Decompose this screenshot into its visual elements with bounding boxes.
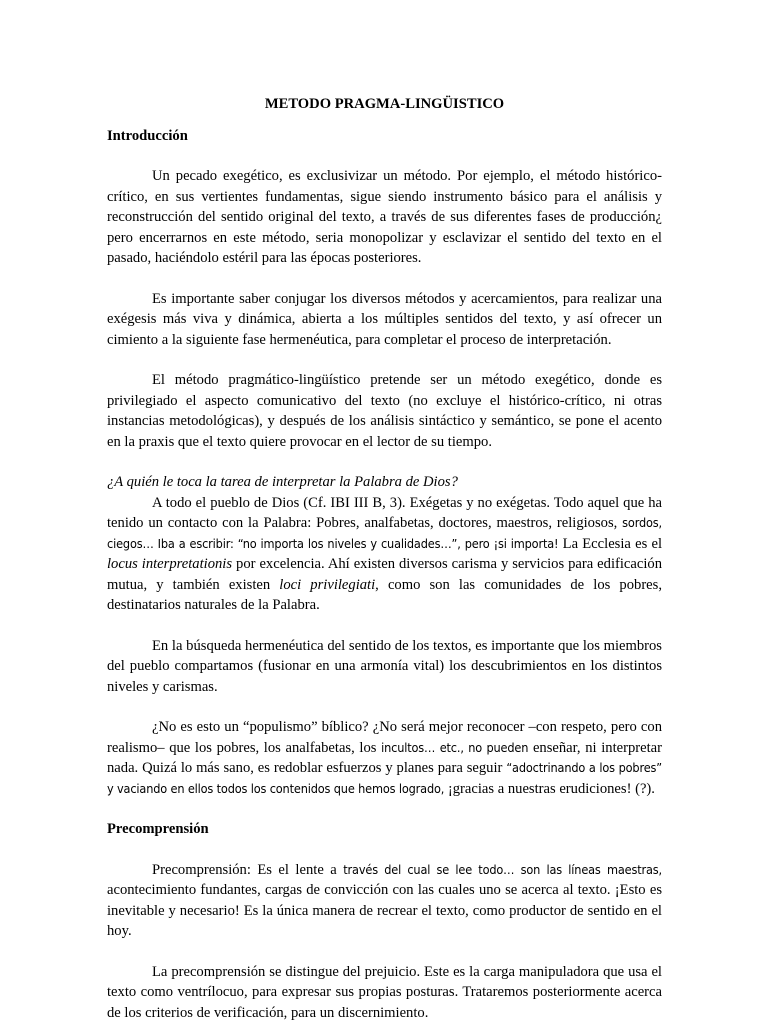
pre1-text-c: acontecimiento fundantes, cargas de convicción con las cuales uno se acerca al texto. ¡Esto es inevitable y necesario! Es la única manera de recrear el texto, como productor de sentido en el hoy. [107,882,662,939]
q1-text-d: locus interpretationis [107,556,233,572]
q1-text-g: , como son las comunidades de los pobres, destinatarios naturales de la Palabra. [107,576,662,613]
intro-paragraph-3: El método pragmático-lingüístico pretende ser un método exegético, donde es privilegiado el aspecto comunicativo del texto (no excluye el histórico-crítico, ni otras instancias metodológicas), y después de los análisis sintáctico y semántico, se pone el acento en la praxis que el texto quiere provocar en el lector de su tiempo. [107,372,662,450]
heading-introduccion: Introducción [107,127,188,144]
q1-text-f: loci privilegiati [279,576,376,593]
intro-paragraph-2: Es importante saber conjugar los diversos métodos y acercamientos, para realizar una exégesis más viva y dinámica, abierta a los múltiples sentidos del texto, y así ofrecer un cimiento a la siguiente fase hermenéutica, para completar el proceso de interpretación. [107,290,662,348]
question-paragraph-2: En la búsqueda hermenéutica del sentido de los textos, es importante que los miembros del pueblo compartamos (fusionar en una armonía vital) los descubrimientos en los distintos niveles y carismas. [107,637,662,695]
q3-text-c: enseñar, ni interpretar nada. Quizá lo más sano, es redoblar esfuerzos y planes para seguir [107,739,662,776]
heading-precomprension: Precomprensión [107,821,209,837]
document-title: METODO PRAGMA-LINGÜISTICO [264,96,505,112]
pre-paragraph-1 [107,860,662,942]
pre1-text-a: Precomprensión: Es el lente a [152,861,337,878]
intro-paragraph-1: Un pecado exegético, es exclusivizar un método. Por ejemplo, el método histórico-crítico, en sus vertientes fundamentas, sigue siendo instrumento básico para el análisis y reconstrucción del sentido original del texto, a través de sus diferentes fases de producción¿ pero encerrarnos en este método, seria monopolizar y esclavizar el sentido del texto en el pasado, haciéndolo estéril para las épocas posteriores. [107,168,662,266]
question-paragraph-3 [107,717,662,799]
q1-text-a: A todo el pueblo de Dios (Cf. IBI III B, 3). Exégetas y no exégetas. Todo aquel que ha tenido un contacto con la Palabra: Pobres, analfabetas, doctores, maestros, religiosos, [107,494,662,531]
q3-text-e: ¡gracias a nuestras erudiciones! (?). [447,780,655,797]
pre1-text-b: través del cual se lee todo… son las líneas maestras, [343,861,663,877]
q1-text-e: por excelencia. Ahí existen diversos carisma y servicios para edificación mutua, y también existen [107,556,663,593]
q3-text-b: incultos… etc., no pueden [381,739,529,755]
question-paragraph-1 [107,493,662,616]
q3-text-d: “adoctrinando a los pobres” y vaciando en ellos todos los contenidos que hemos logrado, [107,760,663,796]
q3-text-a: ¿No es esto un “populismo” bíblico? ¿No será mejor reconocer –con respeto, pero con realismo– que los pobres, los analfabetas, los [107,719,662,756]
q1-text-c: La Ecclesia es el [562,535,662,552]
question-heading: ¿A quién le toca la tarea de interpretar la Palabra de Dios? [107,474,458,490]
q1-text-b: sordos, ciegos… Iba a escribir: “no importa los niveles y cualidades…”, pero ¡si importa! [107,515,662,551]
pre-paragraph-2: La precomprensión se distingue del prejuicio. Este es la carga manipuladora que usa el texto como ventrílocuo, para expresar sus propias posturas. Trataremos posteriormente acerca de los criterios de verificación, para un discernimiento. [107,963,662,1021]
